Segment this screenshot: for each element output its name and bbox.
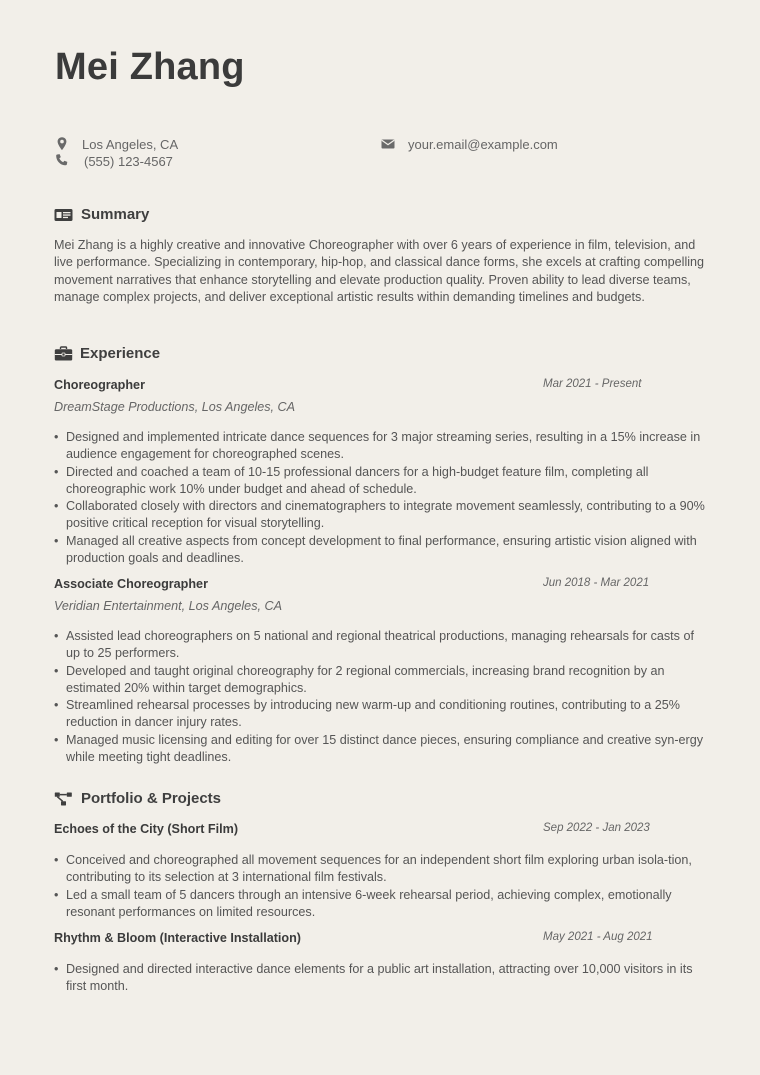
id-card-icon <box>54 207 73 223</box>
bullet-item: • Led a small team of 5 dancers through an intensive 6-week rehearsal period, achieving complex, emotionally resonant performances on limited resources. <box>54 887 706 922</box>
bullet-item: • Developed and taught original choreography for 2 regional commercials, increasing brand recognition by an estimated 20% within target demographics. <box>54 663 706 698</box>
summary-title: Summary <box>81 206 150 223</box>
map-pin-icon <box>54 136 70 152</box>
job-date: Jun 2018 - Mar 2021 <box>543 577 650 589</box>
bullet-item: • Managed music licensing and editing for over 15 distinct dance pieces, ensuring compliance and creative syn-ergy while meeting tight deadlines. <box>54 732 706 767</box>
job-bullets <box>54 429 706 567</box>
bullet-item: • Designed and directed interactive dance elements for a public art installation, attracting over 10,000 visitors in its first month. <box>54 961 706 996</box>
job-bullets <box>54 628 706 766</box>
contact-phone <box>54 153 173 169</box>
job-entry <box>54 577 706 613</box>
briefcase-icon <box>54 346 73 362</box>
project-date: May 2021 - Aug 2021 <box>543 931 653 943</box>
project-entry <box>54 822 706 836</box>
contact-location <box>54 136 178 152</box>
project-title: Echoes of the City (Short Film) <box>54 822 239 836</box>
portfolio-heading <box>54 790 221 807</box>
envelope-icon <box>380 136 396 152</box>
job-company: Veridian Entertainment, Los Angeles, CA <box>54 599 282 613</box>
project-bullets <box>54 852 706 921</box>
bullet-item: • Streamlined rehearsal processes by introducing new warm-up and conditioning routines, contributing to a 25% reduction in dancer injury rates. <box>54 697 706 732</box>
job-title: Associate Choreographer <box>54 577 208 591</box>
phone-icon <box>54 153 70 169</box>
bullet-item: • Collaborated closely with directors and cinematographers to integrate movement seamlessly, contributing to a 90% positive critical reception for visual storytelling. <box>54 498 706 533</box>
experience-heading <box>54 345 160 362</box>
project-title: Rhythm & Bloom (Interactive Installation) <box>54 931 302 945</box>
summary-text: Mei Zhang is a highly creative and innovative Choreographer with over 6 years of experience in film, television, and live performance. Specializing in contemporary, hip-hop, and classical dance forms, she excels at crafting compelling movement narratives that enhance storytelling and elevate production quality. Proven ability to lead diverse teams, manage complex projects, and deliver exceptional artistic results within demanding timelines and budgets. <box>54 238 705 305</box>
job-entry <box>54 378 706 414</box>
location-text: Los Angeles, CA <box>82 136 179 152</box>
project-date: Sep 2022 - Jan 2023 <box>543 822 650 834</box>
bullet-item: • Managed all creative aspects from concept development to final performance, ensuring artistic vision aligned with production goals and deadlines. <box>54 533 706 568</box>
bullet-item: • Directed and coached a team of 10-15 professional dancers for a high-budget feature film, completing all choreographic work 10% under budget and ahead of schedule. <box>54 464 706 499</box>
project-bullets <box>54 961 706 996</box>
bullet-item: • Assisted lead choreographers on 5 national and regional theatrical productions, managing rehearsals for casts of up to 25 performers. <box>54 628 706 663</box>
experience-title: Experience <box>80 345 161 362</box>
phone-text: (555) 123-4567 <box>84 153 173 169</box>
project-entry <box>54 931 706 945</box>
bullet-item: • Conceived and choreographed all movement sequences for an independent short film exploring urban isola-tion, contributing to its selection at 3 international film festivals. <box>54 852 706 887</box>
contact-email[interactable] <box>380 136 558 152</box>
summary-heading <box>54 206 149 223</box>
job-date: Mar 2021 - Present <box>543 378 642 390</box>
portfolio-title: Portfolio & Projects <box>81 790 222 807</box>
email-link[interactable]: your.email@example.com <box>408 136 558 152</box>
job-title: Choreographer <box>54 378 145 392</box>
candidate-name: Mei Zhang <box>55 46 245 88</box>
job-company: DreamStage Productions, Los Angeles, CA <box>54 400 296 414</box>
project-diagram-icon <box>54 791 73 807</box>
bullet-item: • Designed and implemented intricate dance sequences for 3 major streaming series, resulting in a 15% increase in audience engagement for choreographed scenes. <box>54 429 706 464</box>
